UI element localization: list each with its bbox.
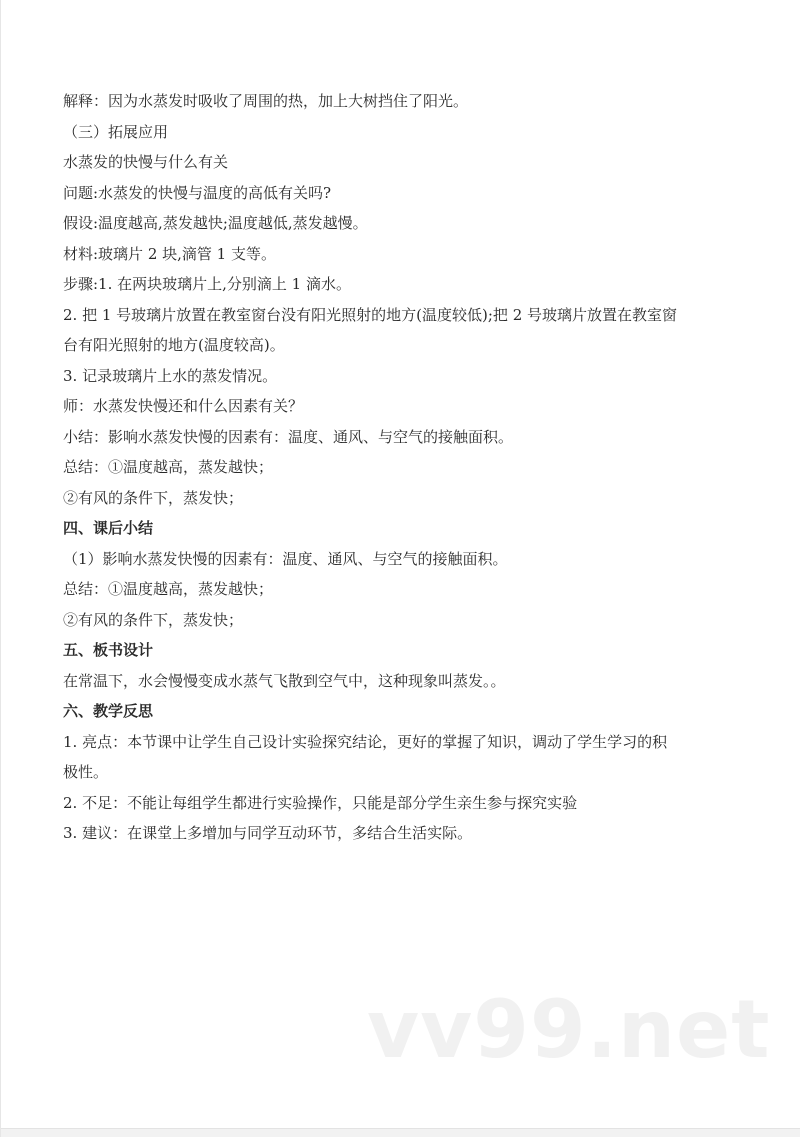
paragraph-teacher-question: 师：水蒸发快慢还和什么因素有关？ — [63, 397, 304, 415]
paragraph-conclusion-3: 总结：①温度越高，蒸发越快； — [63, 580, 274, 598]
paragraph-conclusion-1: 总结：①温度越高，蒸发越快； — [63, 458, 274, 476]
paragraph-step-2b: 台有阳光照射的地方(温度较高)。 — [63, 336, 285, 354]
paragraph-question: 问题:水蒸发的快慢与温度的高低有关吗? — [63, 183, 332, 202]
section-extension-title: （三）拓展应用 — [63, 122, 169, 141]
paragraph-step-2a: 2. 把 1 号玻璃片放置在教室窗台没有阳光照射的地方(温度较低);把 2 号玻璃片放置在教室窗 — [63, 305, 678, 324]
heading-board-design: 五、板书设计 — [63, 641, 154, 659]
heading-teaching-reflection: 六、教学反思 — [63, 702, 154, 720]
paragraph-shortcoming: 2. 不足：不能让每组学生都进行实验操作，只能是部分学生亲生参与探究实验 — [63, 793, 578, 812]
paragraph-factors: （1）影响水蒸发快慢的因素有：温度、通风、与空气的接触面积。 — [63, 549, 508, 568]
paragraph-materials: 材料:玻璃片 2 块,滴管 1 支等。 — [63, 244, 276, 263]
paragraph-suggestion: 3. 建议：在课堂上多增加与同学互动环节，多结合生活实际。 — [63, 824, 473, 842]
paragraph-highlight-b: 极性。 — [63, 763, 109, 781]
paragraph-step-1: 步骤:1. 在两块玻璃片上,分别滴上 1 滴水。 — [63, 275, 351, 293]
paragraph-step-3: 3. 记录玻璃片上水的蒸发情况。 — [63, 366, 278, 385]
paragraph-topic: 水蒸发的快慢与什么有关 — [63, 153, 229, 171]
paragraph-conclusion-4: ②有风的条件下，蒸发快； — [63, 610, 244, 629]
paragraph-definition: 在常温下，水会慢慢变成水蒸气飞散到空气中，这种现象叫蒸发。。 — [63, 671, 506, 690]
paragraph-summary: 小结：影响水蒸发快慢的因素有：温度、通风、与空气的接触面积。 — [63, 427, 514, 446]
paragraph-conclusion-2: ②有风的条件下，蒸发快； — [63, 488, 244, 507]
paragraph-highlight-a: 1. 亮点：本节课中让学生自己设计实验探究结论，更好的掌握了知识，调动了学生学习的积 — [63, 732, 668, 751]
document-body — [63, 86, 753, 849]
page-bottom-edge — [1, 1128, 800, 1137]
heading-after-class-summary: 四、课后小结 — [63, 519, 154, 537]
watermark-text: vv99.net — [367, 983, 771, 1076]
paragraph-hypothesis: 假设:温度越高,蒸发越快;温度越低,蒸发越慢。 — [63, 214, 368, 232]
paragraph-explanation: 解释：因为水蒸发时吸收了周围的热，加上大树挡住了阳光。 — [63, 92, 469, 110]
